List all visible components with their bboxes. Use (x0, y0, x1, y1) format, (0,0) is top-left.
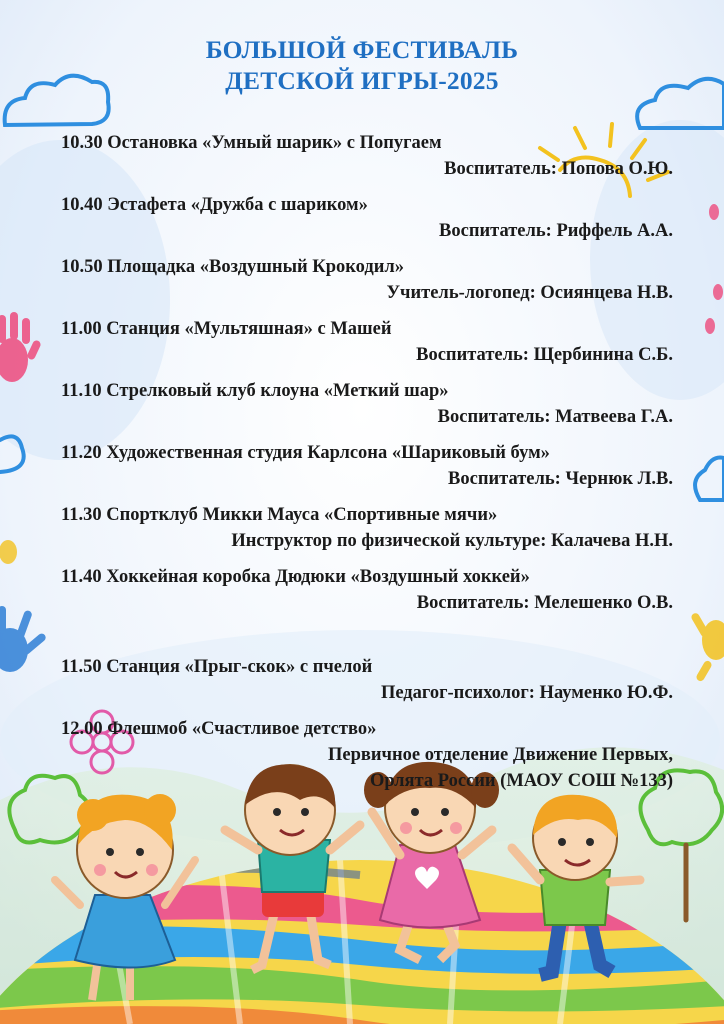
schedule-item (61, 564, 673, 616)
event-text: 11.30 Спортклуб Микки Мауса «Спортивные мячи» (61, 505, 498, 525)
schedule-item (61, 316, 673, 368)
responsible-text: Учитель-логопед: Осиянцева Н.В. (386, 283, 673, 303)
event-text: 10.30 Остановка «Умный шарик» с Попугаем (61, 133, 442, 153)
event-text: 11.10 Стрелковый клуб клоуна «Меткий шар» (61, 381, 449, 401)
event-text: 12.00 Флешмоб «Счастливое детство» (61, 719, 377, 739)
schedule-item (61, 254, 673, 306)
event-text: 11.00 Станция «Мультяшная» с Машей (61, 319, 392, 339)
poster-title (0, 34, 724, 96)
responsible-text: Воспитатель: Чернюк Л.В. (448, 469, 673, 489)
schedule-list (61, 130, 673, 794)
boy-green-shirt (512, 795, 640, 975)
schedule-item (61, 654, 673, 706)
schedule-item (61, 502, 673, 554)
event-text: 11.50 Станция «Прыг-скок» с пчелой (61, 657, 373, 677)
girl-blue-dress (55, 794, 195, 1000)
responsible-text: Воспитатель: Риффель А.А. (439, 221, 673, 241)
responsible-text: Воспитатель: Попова О.Ю. (444, 159, 673, 179)
schedule-item (61, 192, 673, 244)
boy-teal-shirt (225, 765, 360, 971)
responsible-text: Инструктор по физической культуре: Калачева Н.Н. (231, 531, 673, 551)
responsible-text-continued: Орлята России (МАОУ СОШ №133) (369, 771, 673, 791)
responsible-text: Воспитатель: Матвеева Г.А. (437, 407, 673, 427)
schedule-item (61, 716, 673, 794)
event-text: 11.40 Хоккейная коробка Дюдюки «Воздушный хоккей» (61, 567, 530, 587)
responsible-text: Первичное отделение Движение Первых, (328, 745, 673, 765)
schedule-item (61, 378, 673, 430)
responsible-text: Педагог-психолог: Науменко Ю.Ф. (380, 683, 673, 703)
responsible-text: Воспитатель: Щербинина С.Б. (416, 345, 673, 365)
title-line-2: ДЕТСКОЙ ИГРЫ-2025 (225, 66, 499, 95)
title-line-1: БОЛЬШОЙ ФЕСТИВАЛЬ (205, 35, 519, 64)
event-text: 10.40 Эстафета «Дружба с шариком» (61, 195, 368, 215)
event-text: 11.20 Художественная студия Карлсона «Шариковый бум» (61, 443, 550, 463)
schedule-item (61, 130, 673, 182)
event-text: 10.50 Площадка «Воздушный Крокодил» (61, 257, 405, 277)
schedule-item (61, 440, 673, 492)
responsible-text: Воспитатель: Мелешенко О.В. (416, 593, 673, 613)
